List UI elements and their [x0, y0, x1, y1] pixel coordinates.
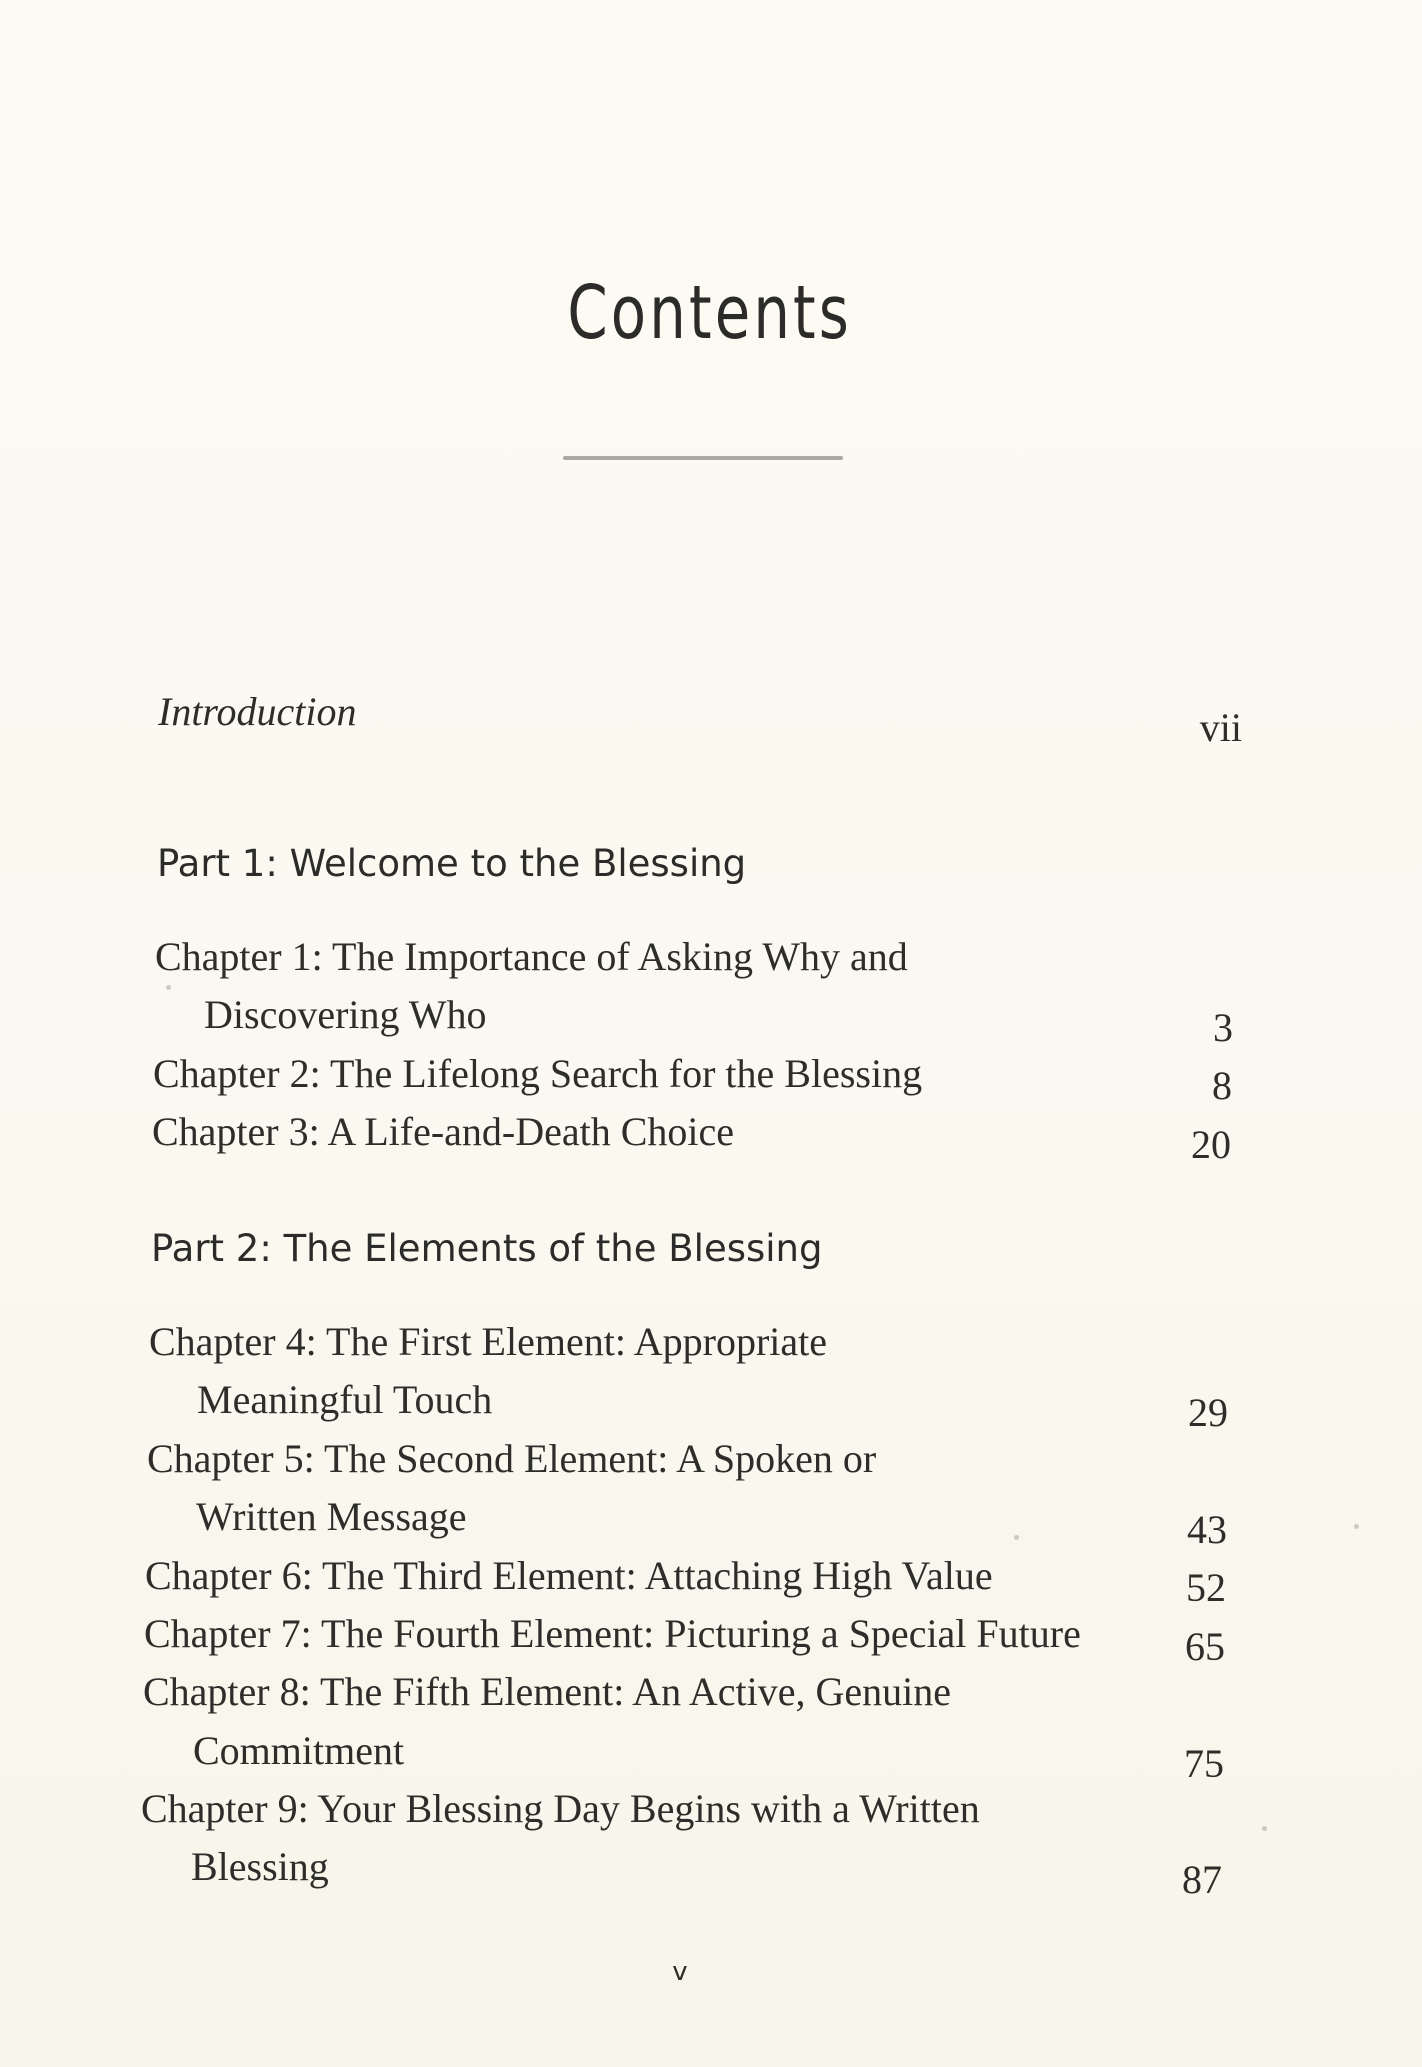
toc-chapter-6-title: Chapter 6: The Third Element: Attaching High Value [145, 1553, 993, 1598]
toc-chapter-5-line2: Written Message [196, 1494, 467, 1539]
toc-chapter-5-line1: Chapter 5: The Second Element: A Spoken or [147, 1436, 877, 1481]
toc-chapter-4-page: 29 [1188, 1390, 1228, 1435]
toc-chapter-4-line2: Meaningful Touch [197, 1377, 493, 1422]
toc-chapter-1-line2: Discovering Who [204, 992, 487, 1037]
title-divider [563, 456, 843, 460]
paper-speck [166, 985, 171, 990]
toc-chapter-9-page: 87 [1182, 1857, 1222, 1902]
toc-chapter-8-page: 75 [1184, 1741, 1224, 1786]
toc-chapter-2-page: 8 [1212, 1063, 1232, 1108]
paper-speck [1014, 1535, 1019, 1540]
toc-chapter-6-page: 52 [1186, 1565, 1226, 1610]
toc-chapter-3-page: 20 [1191, 1122, 1231, 1167]
paper-speck [1354, 1524, 1359, 1529]
toc-chapter-7-title: Chapter 7: The Fourth Element: Picturing a Special Future [144, 1611, 1081, 1656]
toc-chapter-7-page: 65 [1185, 1624, 1225, 1669]
page-number: v [672, 1957, 688, 1987]
toc-chapter-9-line1: Chapter 9: Your Blessing Day Begins with a Written [141, 1786, 980, 1831]
toc-chapter-3-title: Chapter 3: A Life-and-Death Choice [152, 1109, 735, 1154]
toc-introduction-page: vii [1199, 705, 1242, 750]
toc-chapter-1-line1: Chapter 1: The Importance of Asking Why and [155, 934, 908, 979]
part-1-heading: Part 1: Welcome to the Blessing [157, 842, 747, 885]
toc-introduction-label: Introduction [158, 689, 357, 734]
toc-chapter-8-line1: Chapter 8: The Fifth Element: An Active, Genuine [143, 1669, 951, 1714]
page-title: Contents [567, 270, 852, 356]
toc-chapter-4-line1: Chapter 4: The First Element: Appropriate [149, 1319, 828, 1364]
toc-chapter-8-line2: Commitment [193, 1728, 405, 1773]
toc-chapter-5-page: 43 [1187, 1507, 1227, 1552]
part-2-heading: Part 2: The Elements of the Blessing [151, 1227, 823, 1270]
paper-speck [1262, 1826, 1267, 1831]
toc-chapter-1-page: 3 [1213, 1005, 1233, 1050]
toc-chapter-2-title: Chapter 2: The Lifelong Search for the Blessing [153, 1051, 923, 1096]
toc-chapter-9-line2: Blessing [191, 1844, 329, 1889]
